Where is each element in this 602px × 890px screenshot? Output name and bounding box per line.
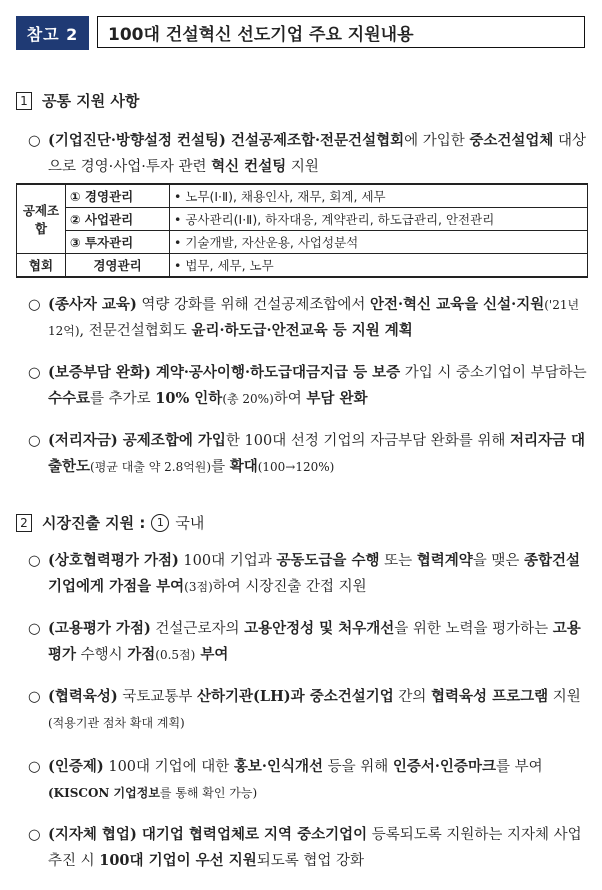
bullet-mark: ○	[28, 689, 41, 705]
bullet-heading: (보증부담 완화)	[48, 364, 151, 381]
text: 를 추가로	[90, 391, 156, 407]
text-strong: 인증서·인증마크	[392, 758, 496, 775]
bullet-local-gov	[28, 822, 593, 874]
bullet-mark: ○	[28, 433, 41, 449]
text-strong: (KISCON 기업정보	[48, 786, 160, 800]
bullet-mark: ○	[28, 553, 41, 569]
text-strong: 부여	[195, 646, 229, 663]
sub-number: 1	[151, 514, 169, 532]
section-1-heading	[16, 90, 139, 111]
text: , 전문건설협회도	[79, 323, 192, 339]
text-strong: 수수료	[48, 390, 91, 407]
header	[16, 16, 89, 50]
text-strong: 고용안정성 및 처우개선	[244, 620, 395, 637]
text-strong: 공제조합에 가입	[117, 432, 226, 449]
text: 를	[211, 459, 230, 475]
text-strong: 윤리·하도급·안전교육 등 지원 계획	[191, 322, 413, 339]
text: 에 가입한	[404, 133, 470, 149]
bullet-heading: (지자체 협업)	[48, 826, 137, 843]
text: 하여	[273, 391, 307, 407]
text: 을 맺은	[472, 553, 524, 569]
text: (100→120%)	[257, 460, 335, 474]
text-strong: 종합건설기업에게 가점을 부여	[48, 552, 581, 595]
row-description: • 법무, 세무, 노무	[170, 254, 588, 278]
text: 등을 위해	[323, 759, 393, 775]
row-description: • 공사관리(Ⅰ·Ⅱ), 하자대응, 계약관리, 하도급관리, 안전관리	[170, 208, 588, 231]
bullet-employment-eval	[28, 616, 593, 668]
bullet-mark: ○	[28, 133, 41, 149]
row-category: ③ 투자관리	[66, 231, 170, 254]
reference-tag: 참고 2	[16, 16, 89, 50]
text-strong: 저리자금 대출한도	[48, 432, 586, 475]
text: (3점)	[184, 580, 213, 594]
bullet-heading: (협력육성)	[48, 688, 118, 705]
text: 100대 기업에 대한	[103, 759, 234, 775]
group-label: 협회	[17, 254, 66, 278]
text: (0.5점)	[155, 648, 196, 662]
text: 국토교통부	[117, 689, 198, 705]
text: ('21년 12억)	[48, 298, 580, 338]
section-number: 2	[16, 514, 32, 532]
text: 대상으로 경영·사업·투자 관련	[48, 133, 587, 175]
text-strong: 고용평가	[48, 620, 581, 663]
bullet-education	[28, 292, 593, 344]
text-strong: 계약·공사이행·하도급대금지급 등 보증	[150, 364, 401, 381]
text: 100대 기업과	[178, 553, 277, 569]
bullet-certification	[28, 754, 593, 806]
row-category: ② 사업관리	[66, 208, 170, 231]
row-description: • 기술개발, 자산운용, 사업성분석	[170, 231, 588, 254]
text: 간의	[393, 689, 431, 705]
text: 한 100대 선정 기업의 자금부담 완화를 위해	[225, 433, 510, 449]
bullet-consulting	[28, 128, 593, 180]
bullet-heading: (상호협력평가 가점)	[48, 552, 179, 569]
row-description: • 노무(Ⅰ·Ⅱ), 채용인사, 재무, 회계, 세무	[170, 184, 588, 208]
text: 건설근로자의	[150, 621, 245, 637]
text: 하여 시장진출 간접 지원	[212, 579, 367, 595]
text-strong: 협력육성 프로그램	[431, 688, 549, 705]
text: (평균 대출 약 2.8억원)	[90, 460, 212, 474]
text-strong: 중소건설업체	[469, 132, 554, 149]
bullet-heading: (저리자금)	[48, 432, 118, 449]
text: 역량 강화를 위해 건설공제조합에서	[136, 297, 370, 313]
text-strong: 100대 기업이 우선 지원	[99, 852, 257, 869]
section-2-heading	[16, 512, 204, 533]
text: 되도록 협업 강화	[256, 853, 364, 869]
text: 을 위한 노력을 평가하는	[394, 621, 553, 637]
bullet-mark: ○	[28, 759, 41, 775]
bullet-heading: (인증제)	[48, 758, 104, 775]
text: 가입 시 중소기업이 부담하는	[400, 365, 587, 381]
text: (적용기관 점차 확대 계획)	[48, 716, 185, 730]
text: 지원	[286, 159, 319, 175]
text-strong: 산하기관(LH)과 중소건설기업	[197, 688, 394, 705]
text: 등록되도록 지원하는 지자체 사업 추진 시	[48, 827, 582, 869]
text-strong: 혁신 컨설팅	[211, 158, 287, 175]
row-category: ① 경영관리	[66, 184, 170, 208]
text: 를 통해 확인 가능)	[159, 786, 258, 800]
section-number: 1	[16, 92, 32, 110]
text: (총 20%)	[222, 392, 274, 406]
text-strong: 10% 인하	[155, 390, 223, 407]
text-strong: 확대	[229, 458, 258, 475]
row-category: 경영관리	[66, 254, 170, 278]
group-label: 공제조합	[17, 184, 66, 254]
bullet-mark: ○	[28, 621, 41, 637]
bullet-heading: (기업진단·방향설정 컨설팅)	[48, 132, 231, 149]
support-table	[16, 183, 588, 278]
bullet-low-interest	[28, 428, 593, 480]
text-strong: 안전·혁신 교육을 신설·지원	[369, 296, 545, 313]
text-strong: 대기업 협력업체로 지역 중소기업이	[136, 826, 368, 843]
bullet-mark: ○	[28, 827, 41, 843]
page-title: 100대 건설혁신 선도기업 주요 지원내용	[97, 16, 585, 48]
text-strong: 가점	[127, 646, 156, 663]
section-title: 공통 지원 사항	[42, 92, 140, 110]
text: 또는	[379, 553, 417, 569]
text: 지원	[548, 689, 581, 705]
bullet-mark: ○	[28, 365, 41, 381]
sub-title: 국내	[175, 514, 205, 532]
text-strong: 홍보·인식개선	[233, 758, 323, 775]
bullet-cooperation-eval	[28, 548, 593, 600]
bullet-guarantee	[28, 360, 593, 412]
text-strong: 협력계약	[416, 552, 473, 569]
text: 수행시	[76, 647, 128, 663]
text-strong: 공동도급을 수행	[276, 552, 380, 569]
section-title: 시장진출 지원 :	[42, 514, 146, 532]
bullet-cooperation-growth	[28, 684, 593, 736]
text: 를 부여	[495, 759, 543, 775]
bullet-mark: ○	[28, 297, 41, 313]
text-strong: 부담 완화	[306, 390, 368, 407]
bullet-heading: (종사자 교육)	[48, 296, 137, 313]
bullet-heading: (고용평가 가점)	[48, 620, 151, 637]
text-strong: 건설공제조합·전문건설협회	[230, 132, 405, 149]
